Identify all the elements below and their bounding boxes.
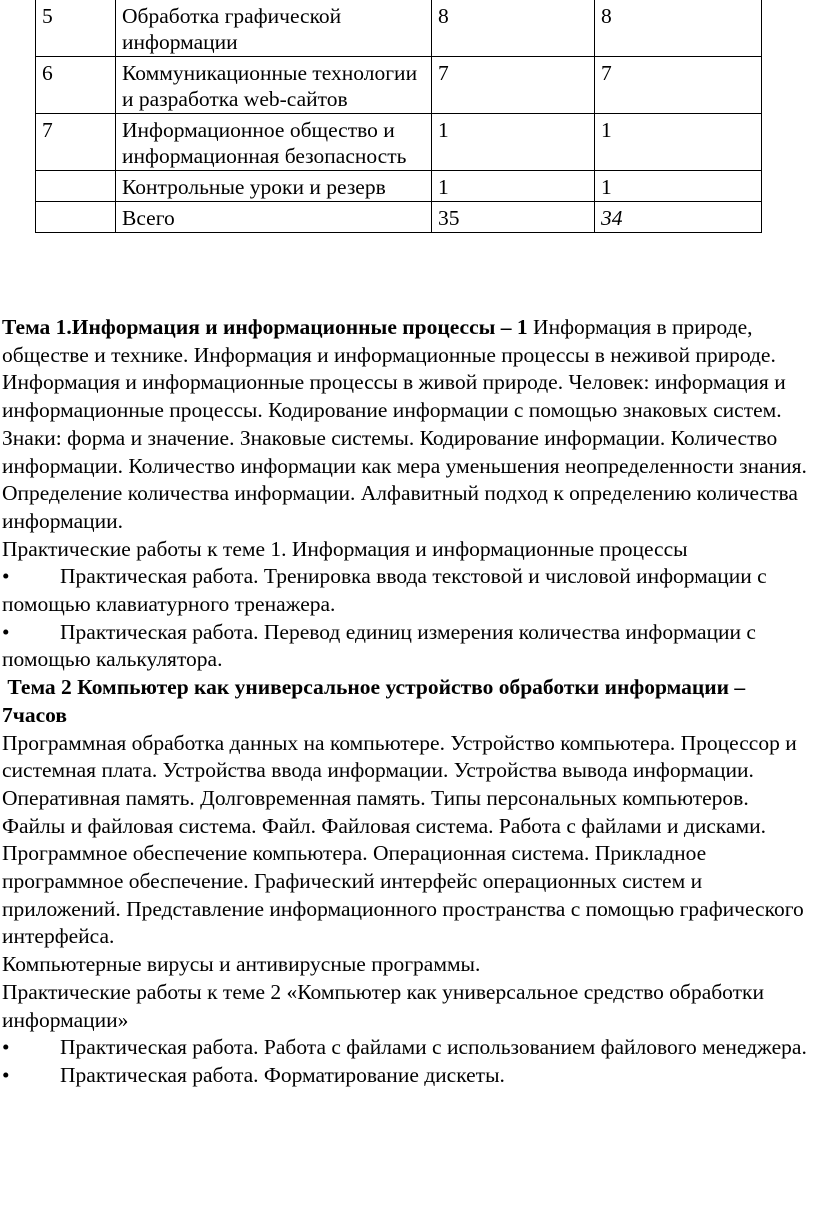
list-item [2, 563, 814, 618]
hours-actual: 8 [595, 0, 762, 57]
bullet-icon: • [2, 564, 10, 589]
topic-2-heading: Тема 2 Компьютер как универсальное устройство обработки информации – 7часов [2, 675, 751, 727]
topic-name: Контрольные уроки и резерв [116, 171, 432, 202]
hours-actual: 7 [595, 57, 762, 114]
topic-1-body: Информация в природе, обществе и технике. Информация и информационные процессы в неживой природе. Информация и информационные процессы в живой природе. Человек: информация и информационные процессы. Кодирование информации с помощью знаковых систем. Знаки: форма и значение. Знаковые системы. Кодирование информации. Количество информации. Количество информации как мера уменьшения неопределенности знания. Определение количества информации. Алфавитный подход к определению количества информации. [2, 315, 807, 533]
table-row-total [36, 202, 762, 233]
topic-name: Всего [116, 202, 432, 233]
topic-2-paragraph: Файлы и файловая система. Файл. Файловая система. Работа с файлами и дисками. [2, 813, 767, 838]
table-row [36, 0, 762, 57]
table-row [36, 114, 762, 171]
row-number: 5 [36, 0, 116, 57]
topic-2-paragraph: Компьютерные вирусы и антивирусные программы. [2, 952, 481, 977]
curriculum-table [35, 0, 762, 233]
hours-planned: 35 [432, 202, 595, 233]
hours-planned: 7 [432, 57, 595, 114]
list-item [2, 619, 814, 674]
document-body [2, 314, 814, 1090]
hours-actual: 1 [595, 114, 762, 171]
bullet-icon: • [2, 619, 10, 644]
hours-actual: 34 [595, 202, 762, 233]
list-item-text: Практическая работа. Перевод единиц измерения количества информации с помощью калькулятора. [2, 619, 756, 672]
list-item-text: Практическая работа. Форматирование дискеты. [60, 1062, 505, 1087]
table-row [36, 171, 762, 202]
topic-name: Информационное общество и информационная безопасность [116, 114, 432, 171]
bullet-icon: • [2, 1035, 10, 1060]
row-number: 7 [36, 114, 116, 171]
topic-1-heading: Тема 1.Информация и информационные процессы – 1 [2, 315, 528, 339]
topic-2-paragraph: Программная обработка данных на компьютере. Устройство компьютера. Процессор и системная плата. Устройства ввода информации. Устройства вывода информации. Оперативная память. Долговременная память. Типы персональных компьютеров. [2, 730, 797, 810]
row-number: 6 [36, 57, 116, 114]
list-item [2, 1034, 814, 1062]
topic-name: Обработка графической информации [116, 0, 432, 57]
row-number [36, 202, 116, 233]
row-number [36, 171, 116, 202]
hours-actual: 1 [595, 171, 762, 202]
list-item-text: Практическая работа. Тренировка ввода текстовой и числовой информации с помощью клавиатурного тренажера. [2, 564, 767, 617]
topic-2-practice-intro: Практические работы к теме 2 «Компьютер как универсальное средство обработки информации» [2, 979, 764, 1032]
topic-1-paragraph [2, 314, 814, 536]
topic-1-practice-intro: Практические работы к теме 1. Информация и информационные процессы [2, 536, 688, 561]
hours-planned: 1 [432, 171, 595, 202]
list-item [2, 1062, 814, 1090]
bullet-icon: • [2, 1062, 10, 1087]
hours-planned: 8 [432, 0, 595, 57]
table-row [36, 57, 762, 114]
list-item-text: Практическая работа. Работа с файлами с использованием файлового менеджера. [60, 1035, 807, 1060]
topic-name: Коммуникационные технологии и разработка web-сайтов [116, 57, 432, 114]
topic-2-paragraph: Программное обеспечение компьютера. Операционная система. Прикладное программное обеспечение. Графический интерфейс операционных систем и приложений. Представление информационного пространства с помощью графического интерфейса. [2, 841, 804, 949]
hours-planned: 1 [432, 114, 595, 171]
